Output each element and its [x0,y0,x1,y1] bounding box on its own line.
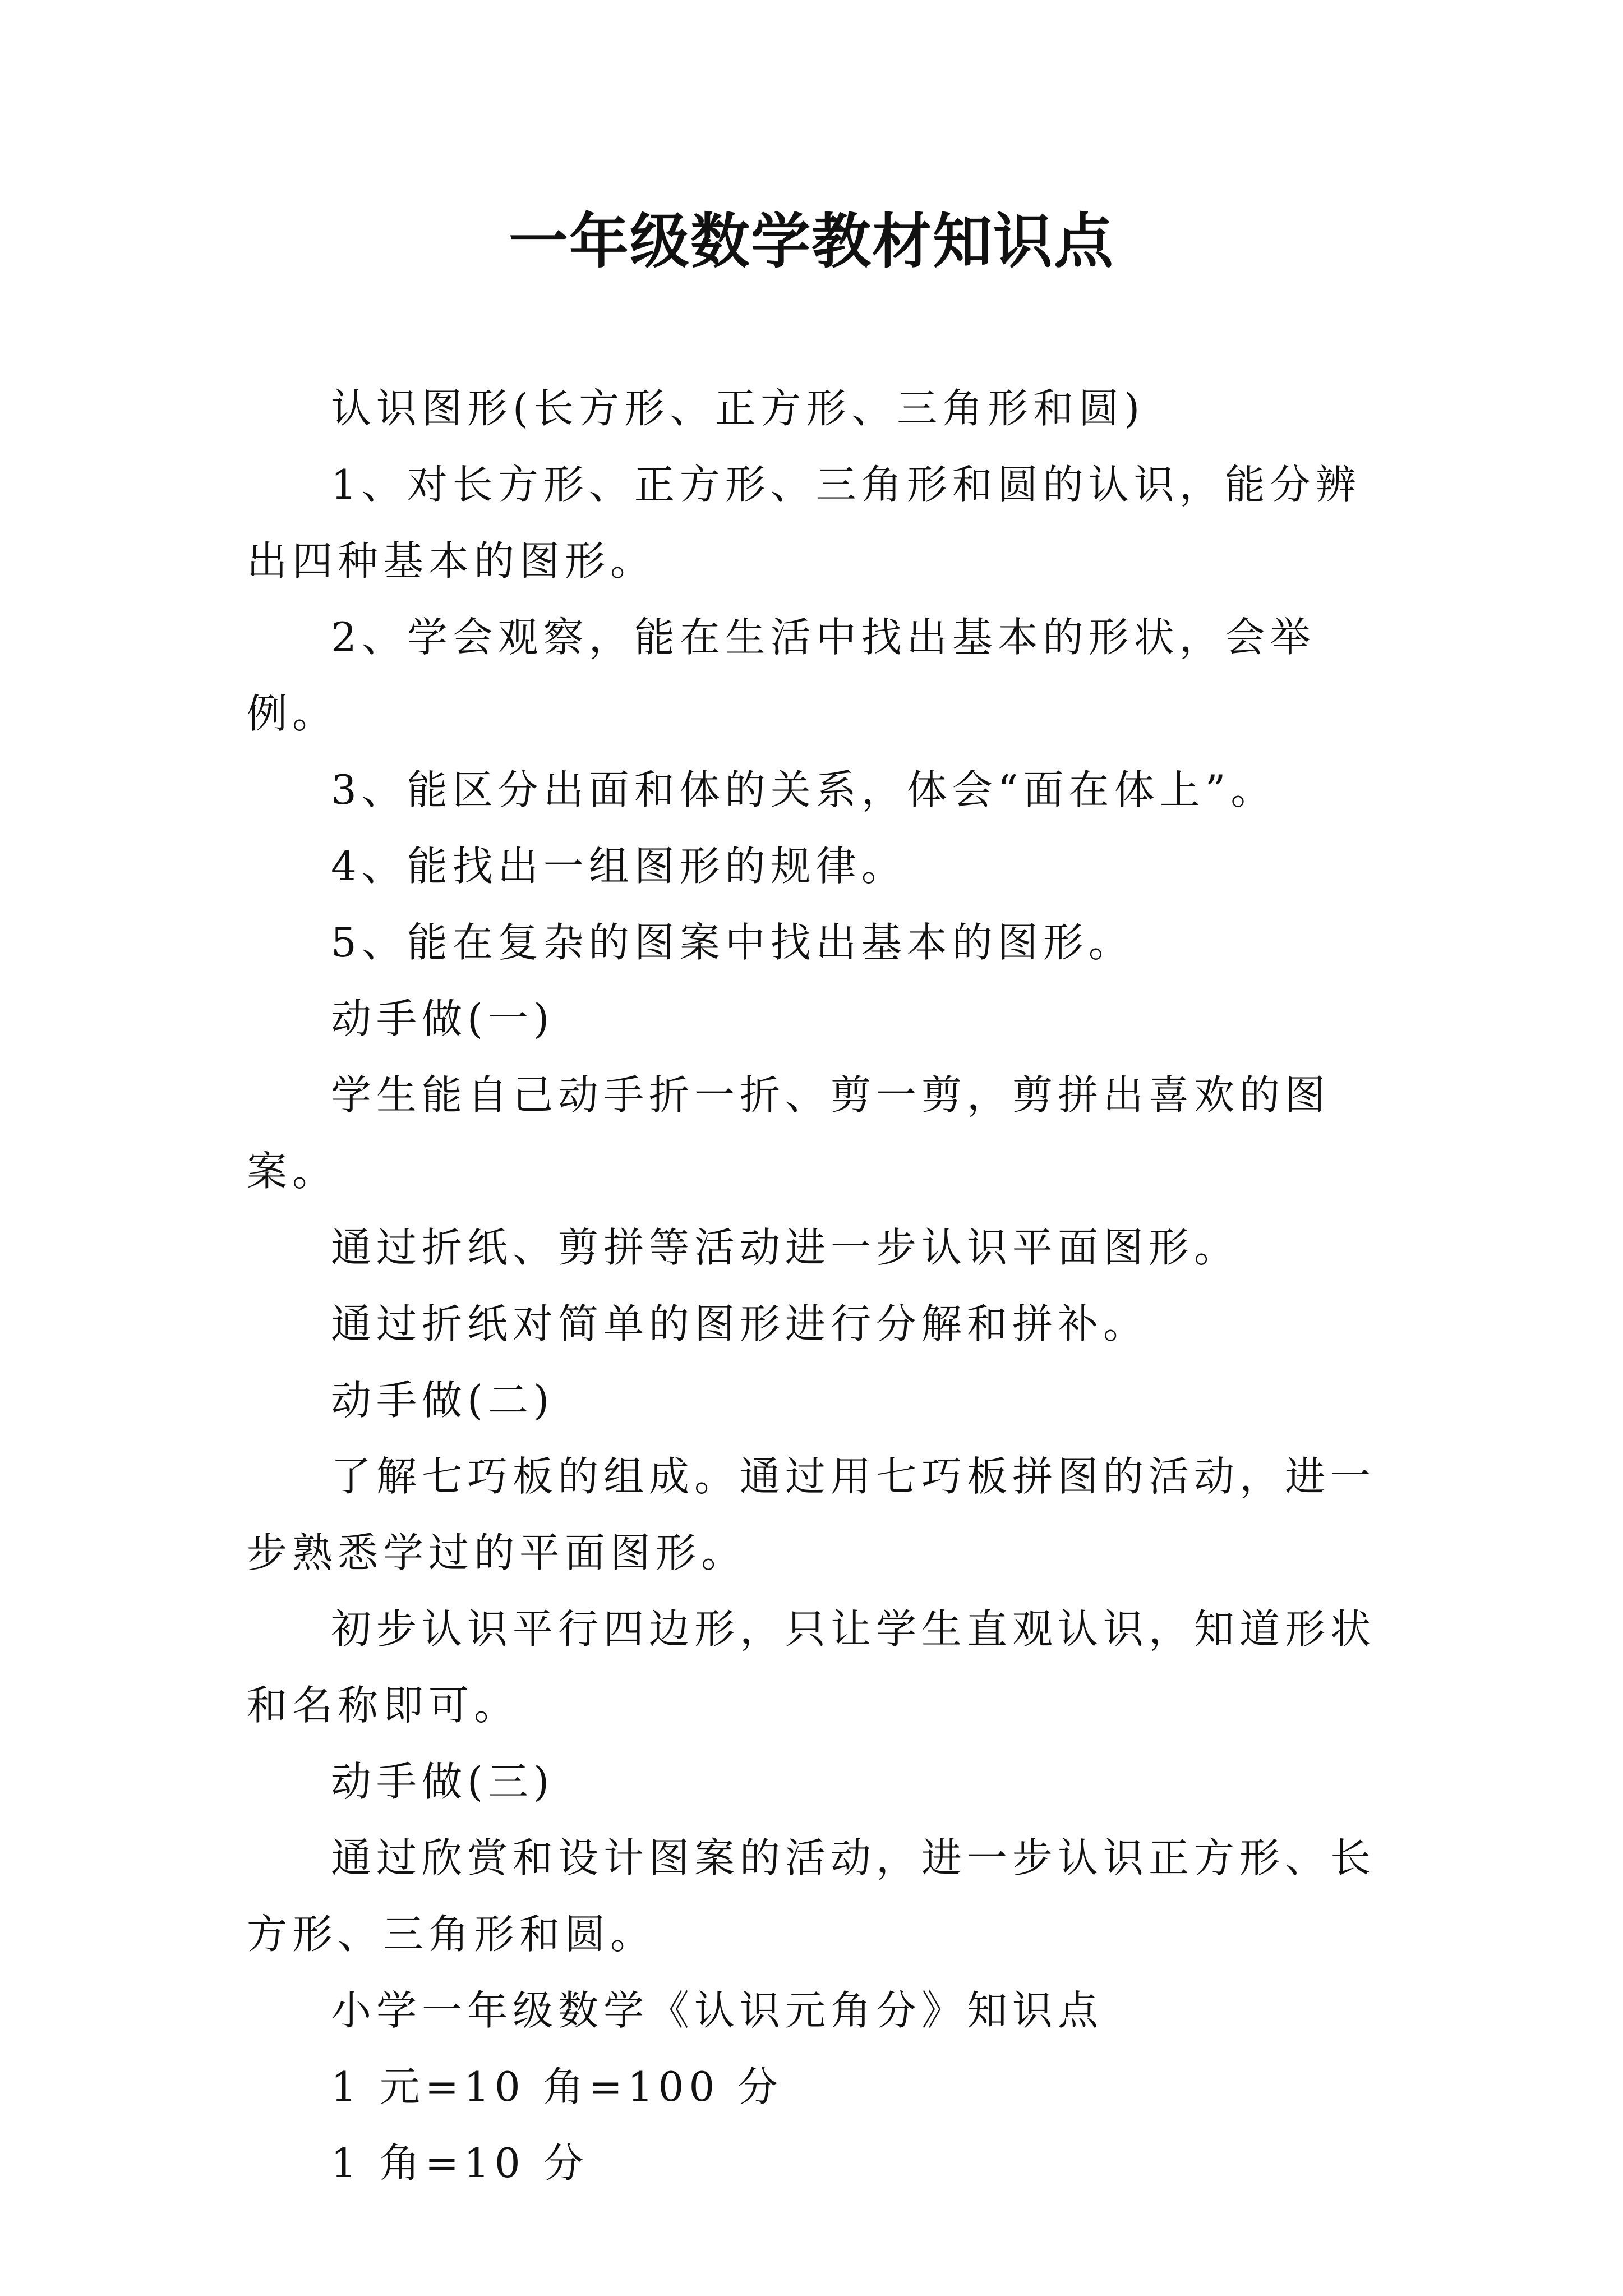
paragraph-hands-on-1-heading: 动手做(一) [331,995,555,1042]
paragraph-hands-on-1-c: 通过折纸对简单的图形进行分解和拼补。 [331,1300,1149,1347]
paragraph-money-1: 1 元=10 角=100 分 [331,2063,783,2110]
paragraph-item-5: 5、能在复杂的图案中找出基本的图形。 [331,919,1134,966]
document-body [247,370,1391,2201]
paragraph-hands-on-3-heading: 动手做(三) [331,1758,555,1805]
paragraph-item-3: 3、能区分出面和体的关系，体会“面在体上”。 [331,766,1276,813]
paragraph-money-heading: 小学一年级数学《认识元角分》知识点 [331,1987,1104,2034]
document-title: 一年级数学教材知识点 [509,206,1114,276]
paragraph-hands-on-2-heading: 动手做(二) [331,1377,555,1424]
paragraph-hands-on-1-a: 学生能自己动手折一折、剪一剪，剪拼出喜欢的图案。 [247,1071,1331,1195]
paragraph-hands-on-2-a: 了解七巧板的组成。通过用七巧板拼图的活动，进一步熟悉学过的平面图形。 [247,1453,1376,1576]
paragraph-hands-on-3-a: 通过欣赏和设计图案的活动，进一步认识正方形、长方形、三角形和圆。 [247,1834,1376,1958]
paragraph-item-4: 4、能找出一组图形的规律。 [331,843,907,890]
paragraph-hands-on-2-b: 初步认识平行四边形，只让学生直观认识，知道形状和名称即可。 [247,1605,1376,1729]
paragraph-item-1: 1、对长方形、正方形、三角形和圆的认识，能分辨出四种基本的图形。 [247,461,1361,585]
paragraph-money-2: 1 角=10 分 [331,2139,589,2187]
paragraph-shapes-heading: 认识图形(长方形、正方形、三角形和圆) [331,385,1145,432]
paragraph-item-2: 2、学会观察，能在生活中找出基本的形状，会举例。 [247,614,1316,737]
paragraph-hands-on-1-b: 通过折纸、剪拼等活动进一步认识平面图形。 [331,1224,1240,1271]
